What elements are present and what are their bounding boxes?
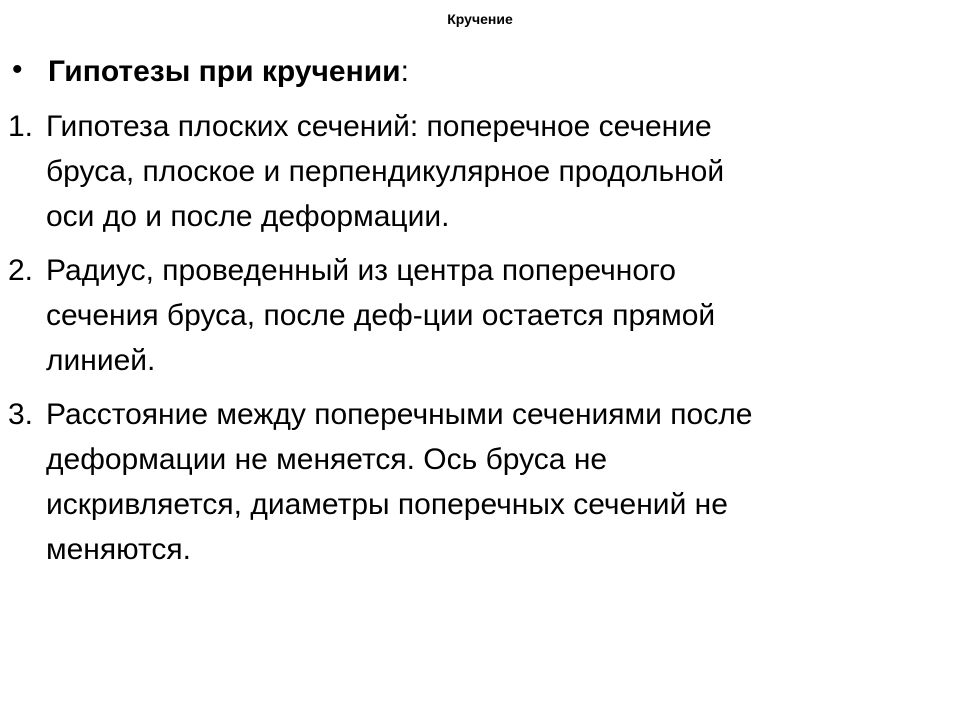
item-line: меняются. [46, 533, 191, 566]
item-line: Расстояние между поперечными сечениями после [46, 398, 753, 431]
item-line: бруса, плоское и перпендикулярное продольной [46, 155, 725, 188]
heading [48, 50, 409, 94]
item-number: 3. [8, 398, 34, 431]
bullet-icon: • [12, 53, 23, 86]
item-line: деформации не меняется. Ось бруса не [46, 443, 608, 476]
heading-row [12, 50, 912, 94]
slide-title: Кручение [447, 11, 513, 27]
item-line: Гипотеза плоских сечений: поперечное сечение [46, 110, 712, 143]
item-line: линией. [46, 344, 156, 377]
list-item [8, 392, 908, 572]
item-line: искривляется, диаметры поперечных сечений не [46, 488, 728, 521]
item-number: 1. [8, 110, 34, 143]
item-line: сечения бруса, после деф-ции остается прямой [46, 299, 716, 332]
item-line: Радиус, проведенный из центра поперечного [46, 254, 676, 287]
list-item [8, 104, 908, 239]
item-line: оси до и после деформации. [46, 200, 450, 233]
heading-suffix: : [400, 55, 409, 88]
list-item [8, 248, 908, 383]
item-number: 2. [8, 254, 34, 287]
heading-bold-text: Гипотезы при кручении [48, 55, 401, 88]
hypotheses-list [8, 104, 908, 581]
